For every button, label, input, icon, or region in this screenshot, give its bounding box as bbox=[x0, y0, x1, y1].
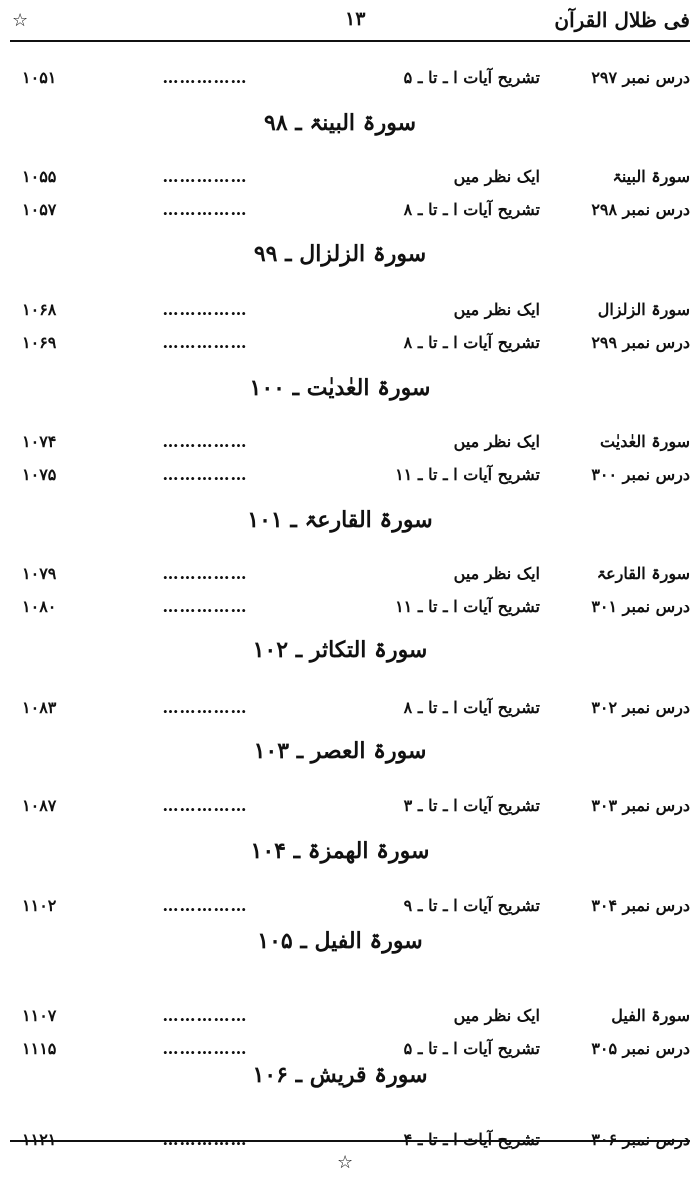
toc-lesson-label: درس نمبر ۳۰۲ bbox=[591, 698, 690, 717]
toc-row bbox=[10, 430, 690, 458]
toc-row bbox=[10, 298, 690, 326]
toc-description: تشریح آیات ا ـ تا ـ ۸ bbox=[403, 698, 540, 717]
toc-page-number: ۱۰۷۴ bbox=[22, 432, 57, 451]
toc-description: تشریح آیات ا ـ تا ـ ۱۱ bbox=[395, 465, 540, 484]
toc-row bbox=[10, 562, 690, 590]
toc-lesson-label: سورۃ الزلزال bbox=[597, 300, 690, 319]
toc-description: ایک نظر میں bbox=[453, 1006, 540, 1025]
toc-page-number: ۱۱۱۵ bbox=[22, 1039, 57, 1058]
surah-heading: سورۃ العٰدیٰت ـ ۱۰۰ bbox=[249, 375, 431, 401]
toc-description: تشریح آیات ا ـ تا ـ ۱۱ bbox=[395, 597, 540, 616]
star-icon: ☆ bbox=[12, 10, 29, 31]
toc-page-number: ۱۰۶۹ bbox=[22, 333, 57, 352]
toc-page-number: ۱۰۵۷ bbox=[22, 200, 57, 219]
page-number: ۱۳ bbox=[345, 8, 366, 30]
surah-heading: سورۃ البینۃ ـ ۹۸ bbox=[264, 110, 416, 136]
toc-page-number: ۱۱۲۱ bbox=[22, 1130, 57, 1149]
toc-page-number: ۱۱۰۲ bbox=[22, 896, 57, 915]
surah-heading: سورۃ العصر ـ ۱۰۳ bbox=[253, 738, 427, 764]
toc-leader-dots: …………… bbox=[162, 200, 248, 219]
toc-leader-dots: …………… bbox=[162, 896, 248, 915]
toc-lesson-label: سورۃ القارعۃ bbox=[596, 564, 690, 583]
toc-description: تشریح آیات ا ـ تا ـ ۹ bbox=[403, 896, 540, 915]
toc-page-number: ۱۰۷۹ bbox=[22, 564, 57, 583]
toc-leader-dots: …………… bbox=[162, 300, 248, 319]
toc-lesson-label: درس نمبر ۳۰۴ bbox=[591, 896, 690, 915]
toc-lesson-label: سورۃ الفیل bbox=[611, 1006, 690, 1025]
toc-description: تشریح آیات ا ـ تا ـ ۵ bbox=[403, 68, 540, 87]
toc-leader-dots: …………… bbox=[162, 597, 248, 616]
toc-lesson-label: سورۃ البینۃ bbox=[612, 167, 690, 186]
toc-description: ایک نظر میں bbox=[453, 564, 540, 583]
toc-leader-dots: …………… bbox=[162, 1006, 248, 1025]
toc-lesson-label: درس نمبر ۲۹۷ bbox=[591, 68, 690, 87]
footer-rule bbox=[10, 1140, 690, 1142]
toc-row bbox=[10, 595, 690, 623]
toc-row bbox=[10, 1004, 690, 1032]
toc-row bbox=[10, 1037, 690, 1065]
toc-leader-dots: …………… bbox=[162, 167, 248, 186]
toc-page-number: ۱۰۸۷ bbox=[22, 796, 57, 815]
toc-lesson-label: درس نمبر ۳۰۳ bbox=[591, 796, 690, 815]
toc-page-number: ۱۰۵۵ bbox=[22, 167, 57, 186]
toc-description: تشریح آیات ا ـ تا ـ ۸ bbox=[403, 333, 540, 352]
toc-lesson-label: درس نمبر ۳۰۶ bbox=[591, 1130, 690, 1149]
toc-leader-dots: …………… bbox=[162, 1130, 248, 1149]
surah-heading: سورۃ الفیل ـ ۱۰۵ bbox=[257, 928, 423, 954]
toc-lesson-label: درس نمبر ۳۰۱ bbox=[591, 597, 690, 616]
toc-leader-dots: …………… bbox=[162, 68, 248, 87]
surah-heading: سورۃ التکاثر ـ ۱۰۲ bbox=[252, 637, 428, 663]
toc-lesson-label: سورۃ العٰدیٰت bbox=[600, 432, 690, 451]
surah-heading: سورۃ قریش ـ ۱۰۶ bbox=[252, 1062, 428, 1088]
toc-row bbox=[10, 198, 690, 226]
toc-row bbox=[10, 165, 690, 193]
toc-leader-dots: …………… bbox=[162, 564, 248, 583]
toc-lesson-label: درس نمبر ۲۹۹ bbox=[591, 333, 690, 352]
surah-heading: سورۃ الھمزۃ ـ ۱۰۴ bbox=[250, 838, 430, 864]
surah-heading: سورۃ القارعۃ ـ ۱۰۱ bbox=[247, 507, 433, 533]
toc-description: تشریح آیات ا ـ تا ـ ۳ bbox=[403, 796, 540, 815]
toc-leader-dots: …………… bbox=[162, 333, 248, 352]
toc-leader-dots: …………… bbox=[162, 1039, 248, 1058]
toc-description: ایک نظر میں bbox=[453, 432, 540, 451]
toc-row bbox=[10, 894, 690, 922]
toc-leader-dots: …………… bbox=[162, 432, 248, 451]
toc-description: ایک نظر میں bbox=[453, 167, 540, 186]
toc-row bbox=[10, 66, 690, 94]
toc-description: ایک نظر میں bbox=[453, 300, 540, 319]
toc-leader-dots: …………… bbox=[162, 796, 248, 815]
toc-row bbox=[10, 463, 690, 491]
toc-page-number: ۱۱۰۷ bbox=[22, 1006, 57, 1025]
toc-lesson-label: درس نمبر ۳۰۵ bbox=[591, 1039, 690, 1058]
toc-page-number: ۱۰۸۰ bbox=[22, 597, 57, 616]
toc-page-number: ۱۰۷۵ bbox=[22, 465, 57, 484]
toc-page-number: ۱۰۸۳ bbox=[22, 698, 57, 717]
toc-page-number: ۱۰۵۱ bbox=[22, 68, 57, 87]
toc-page-number: ۱۰۶۸ bbox=[22, 300, 57, 319]
book-title: فی ظلال القرآن bbox=[554, 8, 690, 32]
toc-leader-dots: …………… bbox=[162, 698, 248, 717]
toc-lesson-label: درس نمبر ۳۰۰ bbox=[591, 465, 690, 484]
toc-row bbox=[10, 331, 690, 359]
toc-description: تشریح آیات ا ـ تا ـ ۵ bbox=[403, 1039, 540, 1058]
toc-leader-dots: …………… bbox=[162, 465, 248, 484]
toc-description: تشریح آیات ا ـ تا ـ ۸ bbox=[403, 200, 540, 219]
toc-description: تشریح آیات ا ـ تا ـ ۴ bbox=[403, 1130, 540, 1149]
toc-row bbox=[10, 696, 690, 724]
toc-lesson-label: درس نمبر ۲۹۸ bbox=[591, 200, 690, 219]
footer-star-icon: ☆ bbox=[337, 1152, 354, 1173]
surah-heading: سورۃ الزلزال ـ ۹۹ bbox=[253, 241, 427, 267]
toc-row bbox=[10, 794, 690, 822]
